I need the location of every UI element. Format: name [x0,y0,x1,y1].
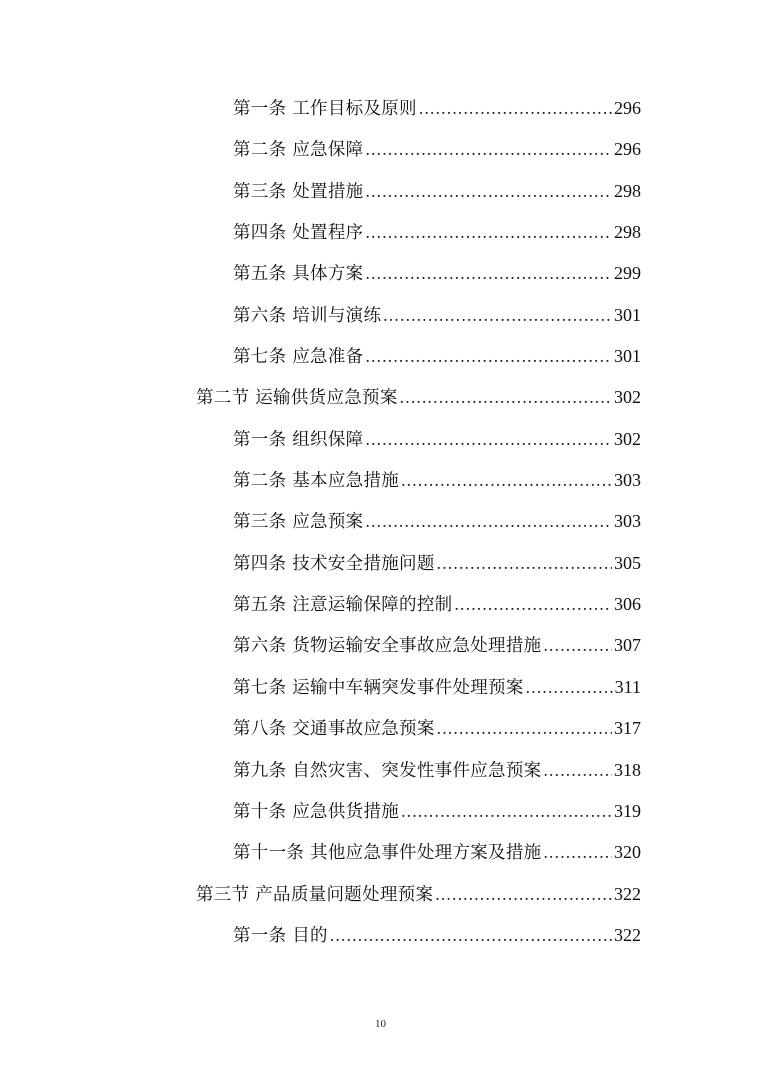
toc-entry-page: 301 [614,304,641,325]
toc-entry[interactable] [0,915,761,956]
table-of-contents [0,88,761,956]
toc-entry-page: 306 [614,594,641,615]
toc-entry-page: 319 [614,800,641,821]
toc-entry-page: 302 [614,387,641,408]
toc-dot-leader [330,923,612,947]
toc-entry-page: 303 [614,470,641,491]
toc-entry-label: 第十条 应急供货措施 [233,801,400,822]
toc-entry[interactable] [0,750,761,791]
toc-entry[interactable] [0,832,761,873]
toc-entry[interactable] [0,584,761,625]
toc-entry-page: 301 [614,346,641,367]
toc-dot-leader [365,509,612,533]
toc-entry-label: 第一条 工作目标及原则 [233,99,417,119]
toc-entry-label: 第一条 目的 [233,925,328,946]
toc-dot-leader [526,675,613,699]
toc-entry[interactable] [0,336,761,377]
toc-entry-page: 322 [614,883,641,904]
toc-entry[interactable] [0,460,761,501]
toc-entry-label: 第一条 组织保障 [233,429,364,450]
toc-entry-page: 298 [614,180,641,201]
toc-entry-page: 318 [614,759,641,780]
toc-entry-label: 第四条 处置程序 [233,223,364,244]
toc-entry-page: 303 [614,511,641,532]
toc-entry-label: 第八条 交通事故应急预案 [233,719,435,740]
toc-entry-label: 第二条 基本应急措施 [233,471,400,492]
toc-dot-leader [437,716,612,740]
toc-dot-leader [543,633,612,657]
toc-dot-leader [365,427,612,451]
toc-entry[interactable] [0,791,761,832]
toc-section-label: 第二节 运输供货应急预案 [196,388,398,409]
toc-dot-leader [401,799,612,823]
toc-dot-leader [365,179,612,203]
toc-entry-page: 302 [614,428,641,449]
toc-entry-page: 296 [614,98,641,118]
toc-dot-leader [365,344,612,368]
toc-entry-label: 第六条 货物运输安全事故应急处理措施 [233,636,542,657]
toc-dot-leader [400,385,612,409]
toc-dot-leader [454,592,612,616]
toc-entry[interactable] [0,129,761,170]
toc-entry[interactable] [0,667,761,708]
toc-entry[interactable] [0,171,761,212]
toc-entry[interactable] [0,419,761,460]
toc-entry-page: 307 [614,635,641,656]
toc-entry[interactable] [0,543,761,584]
toc-entry-label: 第五条 具体方案 [233,264,364,285]
toc-entry-label: 第七条 应急准备 [233,347,364,368]
toc-entry-label: 第七条 运输中车辆突发事件处理预案 [233,677,524,698]
toc-entry-label: 第三条 处置措施 [233,181,364,202]
toc-entry[interactable] [0,708,761,749]
toc-section-label: 第三节 产品质量问题处理预案 [196,884,434,905]
page-number: 10 [375,1018,386,1030]
toc-dot-leader [435,882,612,906]
toc-dot-leader [401,468,612,492]
toc-entry-label: 第九条 自然灾害、突发性事件应急预案 [233,760,542,781]
toc-dot-leader [365,261,612,285]
toc-dot-leader [419,96,612,120]
toc-dot-leader [543,758,612,782]
toc-dot-leader [365,220,612,244]
toc-entry[interactable] [0,212,761,253]
toc-entry[interactable] [0,625,761,666]
toc-entry-page: 298 [614,222,641,243]
toc-entry-label: 第十一条 其他应急事件处理方案及措施 [233,843,542,864]
toc-entry-label: 第五条 注意运输保障的控制 [233,595,453,616]
toc-dot-leader [365,137,612,161]
toc-section-entry[interactable] [0,874,761,915]
toc-dot-leader [383,303,612,327]
toc-entry[interactable] [0,295,761,336]
toc-section-entry[interactable] [0,377,761,418]
toc-entry-page: 296 [614,139,641,160]
toc-dot-leader [437,551,612,575]
toc-entry-page: 317 [614,718,641,739]
toc-entry-page: 322 [614,924,641,945]
toc-entry-label: 第二条 应急保障 [233,140,364,161]
toc-entry-page: 299 [614,263,641,284]
toc-entry-label: 第四条 技术安全措施问题 [233,553,435,574]
toc-entry-page: 305 [614,552,641,573]
toc-entry-label: 第六条 培训与演练 [233,305,382,326]
toc-entry[interactable] [0,501,761,542]
toc-entry-page: 311 [614,676,641,697]
toc-dot-leader [543,840,612,864]
toc-entry-label: 第三条 应急预案 [233,512,364,533]
toc-entry-page: 320 [614,842,641,863]
toc-entry[interactable] [0,253,761,294]
toc-entry[interactable] [0,88,761,129]
